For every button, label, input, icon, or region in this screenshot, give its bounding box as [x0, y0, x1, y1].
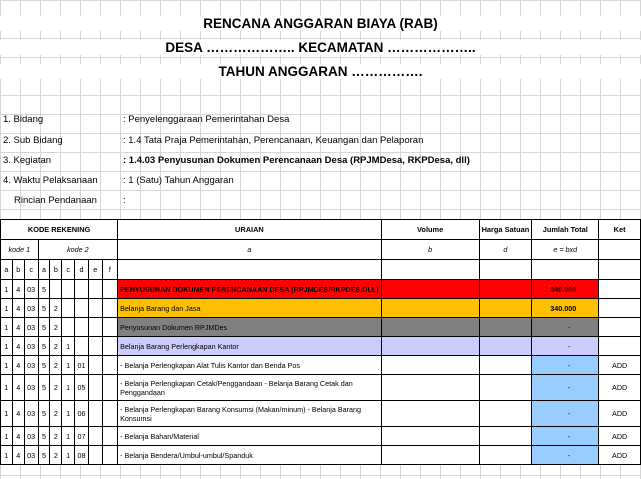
code-cell: 2	[50, 318, 62, 337]
code-letter: a	[38, 260, 50, 280]
code-cell: 4	[12, 318, 24, 337]
harga-satuan-cell	[479, 337, 532, 356]
uraian-cell: Penyusunan Dokumen RPJMDes	[118, 318, 382, 337]
jumlah-total-cell: -	[532, 356, 599, 375]
empty-cell	[381, 260, 479, 280]
table-row	[1, 337, 641, 356]
code-letter: a	[1, 260, 13, 280]
empty-cell	[118, 260, 382, 280]
table-row	[1, 427, 641, 446]
code-cell: 01	[75, 356, 89, 375]
code-cell: 5	[38, 375, 50, 401]
code-cell: 4	[12, 427, 24, 446]
code-cell	[88, 401, 102, 427]
code-cell: 5	[38, 280, 50, 299]
code-cell: 2	[50, 401, 62, 427]
code-cell: 1	[1, 280, 13, 299]
code-cell: 08	[75, 446, 89, 465]
uraian-cell: - Belanja Bendera/Umbul-umbul/Spanduk	[118, 446, 382, 465]
code-cell: 1	[62, 446, 75, 465]
table-row	[1, 446, 641, 465]
code-cell	[102, 446, 117, 465]
jumlah-total-cell: -	[532, 318, 599, 337]
header-ket: Ket	[599, 220, 641, 240]
code-cell	[102, 356, 117, 375]
code-cell: 5	[38, 356, 50, 375]
jumlah-total-cell: -	[532, 427, 599, 446]
sub-d: d	[479, 240, 532, 260]
sub-kode-1: kode 1	[1, 240, 39, 260]
uraian-cell: Belanja Barang Perlengkapan Kantor	[118, 337, 382, 356]
harga-satuan-cell	[479, 318, 532, 337]
code-cell: 4	[12, 446, 24, 465]
empty-cell	[599, 260, 641, 280]
header-jumlah-total: Jumlah Total	[532, 220, 599, 240]
jumlah-total-cell: -	[532, 401, 599, 427]
info-value: : 1.4 Tata Praja Pemerintahan, Perencanaan, Keuangan dan Pelaporan	[123, 135, 424, 146]
code-letter: c	[24, 260, 38, 280]
code-cell	[102, 280, 117, 299]
code-cell	[102, 401, 117, 427]
code-cell: 2	[50, 299, 62, 318]
info-label: 2. Sub Bidang	[3, 135, 63, 146]
ket-cell: ADD	[599, 356, 641, 375]
uraian-cell: Belanja Barang dan Jasa	[118, 299, 382, 318]
ket-cell	[599, 299, 641, 318]
code-cell	[62, 280, 75, 299]
code-cell: 03	[24, 375, 38, 401]
code-cell: 1	[62, 401, 75, 427]
sub-kode-2: kode 2	[38, 240, 118, 260]
volume-cell	[381, 337, 479, 356]
info-label: 1. Bidang	[3, 114, 44, 125]
code-cell: 1	[62, 375, 75, 401]
code-cell: 07	[75, 427, 89, 446]
harga-satuan-cell	[479, 375, 532, 401]
code-cell	[102, 299, 117, 318]
code-cell	[102, 337, 117, 356]
harga-satuan-cell	[479, 280, 532, 299]
code-cell: 03	[24, 299, 38, 318]
sub-e: e = bxd	[532, 240, 599, 260]
sub-a: a	[118, 240, 382, 260]
code-cell: 03	[24, 401, 38, 427]
code-cell: 1	[62, 356, 75, 375]
info-label: 4. Waktu Pelaksanaan	[3, 175, 98, 186]
harga-satuan-cell	[479, 356, 532, 375]
harga-satuan-cell	[479, 446, 532, 465]
harga-satuan-cell	[479, 299, 532, 318]
code-cell: 1	[1, 401, 13, 427]
uraian-cell: PENYUSUNAN DOKUMEN PERENCANAAN DESA (RPJMDES/RKPDES,DLL)	[118, 280, 382, 299]
table-row	[1, 318, 641, 337]
ket-cell: ADD	[599, 375, 641, 401]
uraian-cell: - Belanja Bahan/Material	[118, 427, 382, 446]
ket-cell	[599, 337, 641, 356]
code-letter: f	[102, 260, 117, 280]
code-cell	[102, 375, 117, 401]
code-cell	[75, 318, 89, 337]
code-cell: 1	[1, 299, 13, 318]
volume-cell	[381, 401, 479, 427]
code-cell	[88, 280, 102, 299]
volume-cell	[381, 356, 479, 375]
code-cell: 2	[50, 446, 62, 465]
code-cell: 5	[38, 318, 50, 337]
code-cell: 2	[50, 337, 62, 356]
code-cell	[88, 318, 102, 337]
empty-cell	[479, 260, 532, 280]
code-cell: 4	[12, 356, 24, 375]
rab-table	[0, 219, 641, 465]
code-cell: 03	[24, 427, 38, 446]
code-cell	[75, 280, 89, 299]
code-letter: b	[50, 260, 62, 280]
jumlah-total-cell: 340.000	[532, 299, 599, 318]
header-uraian: URAIAN	[118, 220, 382, 240]
code-cell: 1	[62, 427, 75, 446]
code-cell	[88, 427, 102, 446]
jumlah-total-cell: 340.000	[532, 280, 599, 299]
code-cell	[88, 337, 102, 356]
code-cell: 4	[12, 280, 24, 299]
page-title: RENCANA ANGGARAN BIAYA (RAB)	[0, 16, 641, 31]
table-row	[1, 375, 641, 401]
code-cell	[88, 375, 102, 401]
jumlah-total-cell: -	[532, 337, 599, 356]
code-cell	[102, 427, 117, 446]
jumlah-total-cell: -	[532, 446, 599, 465]
fiscal-year-line: TAHUN ANGGARAN …………….	[0, 64, 641, 79]
code-cell: 03	[24, 318, 38, 337]
code-cell: 03	[24, 356, 38, 375]
volume-cell	[381, 318, 479, 337]
table-row	[1, 401, 641, 427]
ket-cell: ADD	[599, 427, 641, 446]
code-cell	[62, 299, 75, 318]
code-cell: 06	[75, 401, 89, 427]
jumlah-total-cell: -	[532, 375, 599, 401]
code-cell	[88, 299, 102, 318]
code-cell: 1	[1, 356, 13, 375]
ket-cell	[599, 318, 641, 337]
code-cell: 5	[38, 401, 50, 427]
ket-cell	[599, 280, 641, 299]
code-cell	[50, 280, 62, 299]
code-cell: 1	[1, 446, 13, 465]
code-cell: 03	[24, 280, 38, 299]
code-letter: c	[62, 260, 75, 280]
code-cell: 2	[50, 375, 62, 401]
code-cell	[62, 318, 75, 337]
code-cell: 1	[1, 318, 13, 337]
code-cell: 5	[38, 337, 50, 356]
volume-cell	[381, 299, 479, 318]
harga-satuan-cell	[479, 401, 532, 427]
uraian-cell: - Belanja Perlengkapan Alat Tulis Kantor dan Benda Pos	[118, 356, 382, 375]
code-cell: 4	[12, 375, 24, 401]
code-letter: d	[75, 260, 89, 280]
code-cell: 4	[12, 337, 24, 356]
code-cell: 5	[38, 299, 50, 318]
code-cell: 1	[1, 337, 13, 356]
code-cell: 03	[24, 337, 38, 356]
uraian-cell: - Belanja Perlengkapan Barang Konsumsi (Makan/minum) - Belanja Barang Konsumsi	[118, 401, 382, 427]
empty-cell	[532, 260, 599, 280]
code-cell	[102, 318, 117, 337]
ket-cell: ADD	[599, 446, 641, 465]
code-cell: 5	[38, 446, 50, 465]
code-cell: 4	[12, 401, 24, 427]
code-cell: 1	[1, 375, 13, 401]
info-value: : Penyelenggaraan Pemerintahan Desa	[123, 114, 290, 125]
uraian-cell: - Belanja Perlengkapan Cetak/Penggandaan - Belanja Barang Cetak dan Penggandaan	[118, 375, 382, 401]
code-cell: 2	[50, 356, 62, 375]
info-value: : 1 (Satu) Tahun Anggaran	[123, 175, 234, 186]
code-cell	[88, 356, 102, 375]
info-label: Rincian Pendanaan	[14, 195, 97, 206]
code-cell: 03	[24, 446, 38, 465]
ket-cell: ADD	[599, 401, 641, 427]
village-district-line: DESA ……………….. KECAMATAN ………………..	[0, 40, 641, 55]
code-cell: 05	[75, 375, 89, 401]
harga-satuan-cell	[479, 427, 532, 446]
header-volume: Volume	[381, 220, 479, 240]
info-label: 3. Kegiatan	[3, 155, 52, 166]
code-cell: 4	[12, 299, 24, 318]
code-cell: 1	[1, 427, 13, 446]
sub-b: b	[381, 240, 479, 260]
volume-cell	[381, 427, 479, 446]
code-cell: 1	[62, 337, 75, 356]
code-cell: 5	[38, 427, 50, 446]
table-row	[1, 299, 641, 318]
code-letter: e	[88, 260, 102, 280]
info-value: : 1.4.03 Penyusunan Dokumen Perencanaan Desa (RPJMDesa, RKPDesa, dll)	[123, 155, 470, 166]
volume-cell	[381, 446, 479, 465]
table-row	[1, 280, 641, 299]
code-cell: 2	[50, 427, 62, 446]
table-row	[1, 356, 641, 375]
info-value: :	[123, 195, 126, 206]
header-kode-rekening: KODE REKENING	[1, 220, 118, 240]
code-letter: b	[12, 260, 24, 280]
volume-cell	[381, 375, 479, 401]
code-cell	[88, 446, 102, 465]
code-cell	[75, 337, 89, 356]
sub-ket	[599, 240, 641, 260]
code-letters-row	[1, 260, 641, 280]
volume-cell	[381, 280, 479, 299]
code-cell	[75, 299, 89, 318]
header-harga-satuan: Harga Satuan	[479, 220, 532, 240]
